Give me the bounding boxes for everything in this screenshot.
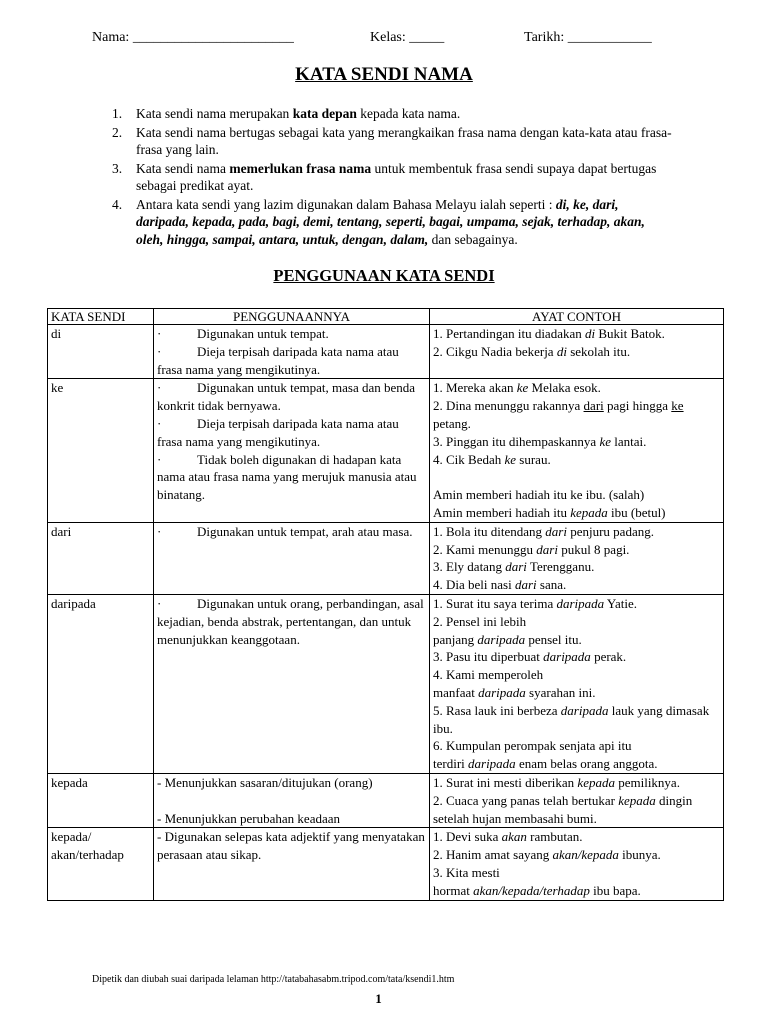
usage-item [157,523,426,541]
example-sentence [433,504,720,522]
table-row [48,522,724,594]
example-text: petang. [433,415,471,431]
example-sentence [433,846,720,864]
intro-item-text: untuk membentuk frasa sendi supaya dapat bertugas sebagai predikat ayat. [136,160,657,193]
example-sentence [433,451,720,469]
usage-text: Digunakan untuk tempat. [197,326,329,341]
example-sentence [433,774,720,792]
example-text: kepada [570,504,608,520]
usage-item [157,451,426,504]
example-sentence [433,828,720,846]
date-field-label: Tarikh: ____________ [524,30,652,45]
example-text: ke [516,380,529,396]
student-info-header [92,30,732,48]
example-text: ke [599,433,611,449]
example-text: 4. Kami memperoleh [433,667,544,683]
bullet-icon: · [157,451,162,467]
example-text: manfaat [433,684,479,700]
example-text: dari [545,523,567,539]
example-text: 4. Cik Bedah [433,451,505,467]
example-text: di [585,326,596,341]
example-text: dari [536,541,558,557]
example-text: syarahan ini. [525,684,596,700]
example-text: perak. [590,649,627,665]
example-text: daripada [477,631,526,647]
usage-item [157,415,426,451]
kata-sendi-cell: di [48,325,154,379]
kata-sendi-table [47,308,724,901]
example-text: pemiliknya. [614,774,680,790]
kata-sendi-cell: daripada [48,594,154,773]
example-text: 1. Pertandingan itu diadakan [433,326,585,341]
column-header-ayat-contoh: AYAT CONTOH [430,309,724,325]
example-text: Yatie. [604,595,638,611]
example-text: ibunya. [618,847,661,863]
examples-cell [430,773,724,827]
table-row [48,773,724,827]
example-text: 4. Dia beli nasi [433,577,515,593]
example-text: Amin memberi hadiah itu [433,504,571,520]
example-text: panjang [433,631,478,647]
usage-text: Digunakan untuk orang, perbandingan, asal kejadian, benda abstrak, pertentangan, dan untuk menunjukkan keanggotaan. [157,595,424,647]
intro-list [112,105,672,249]
intro-item-number: 4. [112,196,123,212]
example-sentence [433,882,720,900]
example-sentence [433,755,720,773]
table-row [48,828,724,900]
example-text: akan/kepada/terhadap [473,882,590,898]
example-text: akan/kepada [552,847,619,863]
example-sentence [433,613,720,631]
example-text: 1. Surat itu saya terima [433,595,557,611]
example-sentence [433,631,720,649]
example-text: penjuru padang. [566,523,654,539]
examples-cell [430,325,724,379]
example-text: 2. Dina menunggu rakannya [433,398,584,414]
intro-item-text: Kata sendi nama [136,160,230,176]
intro-item-number: 2. [112,124,123,140]
example-text: lauk yang dimasak ibu. [433,702,710,736]
usage-item [157,792,426,810]
kata-sendi-cell: kepada [48,773,154,827]
name-field-label: Nama: _______________________ [92,30,294,45]
intro-item-text: Kata sendi nama bertugas sebagai kata yang merangkaikan frasa nama dengan kata-kata atau frasa-frasa yang lain. [136,124,672,157]
example-text: Melaka esok. [528,380,601,396]
example-text: ibu bapa. [589,882,641,898]
example-sentence [433,864,720,882]
example-text: Terengganu. [526,559,595,575]
examples-cell [430,594,724,773]
bullet-icon: · [157,343,162,359]
usage-item [157,343,426,379]
example-text: daripada [560,702,609,718]
example-sentence [433,595,720,613]
usage-text: Digunakan untuk tempat, masa dan benda konkrit tidak bernyawa. [157,380,416,414]
example-sentence [433,433,720,451]
example-sentence [433,702,720,738]
example-text: ke [671,398,684,414]
example-text: enam belas orang anggota. [515,756,658,772]
intro-item-text: memerlukan frasa nama [229,160,372,176]
example-sentence [433,666,720,684]
example-text: sana. [536,577,567,593]
example-text: terdiri [433,756,469,772]
example-text: daripada [478,684,526,700]
intro-item-text: kepada kata nama. [356,106,461,121]
page-number: 1 [375,991,382,1006]
usage-cell [154,522,430,594]
usage-item [157,774,426,792]
example-text: pagi hingga [603,398,672,414]
example-sentence [433,523,720,541]
column-header-penggunaan: PENGGUNAANNYA [154,309,430,325]
example-text: ibu (betul) [607,504,666,520]
example-text: ke [504,451,517,467]
example-sentence [433,325,720,343]
intro-item-number: 3. [112,160,123,176]
example-text: sekolah itu. [566,343,631,359]
table-row [48,594,724,773]
examples-cell [430,379,724,522]
usage-item [157,828,426,864]
example-text: 5. Rasa lauk ini berbeza [433,702,561,718]
example-sentence [433,558,720,576]
example-sentence [433,397,720,433]
example-text: daripada [468,756,516,772]
usage-cell [154,379,430,522]
example-text: pensel itu. [525,631,582,647]
example-text: Bukit Batok. [595,326,665,341]
example-sentence [433,541,720,559]
example-text: rambutan. [526,829,583,845]
example-text: hormat [433,882,474,898]
source-footnote: Dipetik dan diubah suai daripada lelaman http://tatabahasabm.tripod.com/tata/ksendi1.htm [92,974,455,985]
usage-text: Tidak boleh digunakan di hadapan kata nama atau frasa nama yang merujuk manusia atau binatang. [157,451,417,503]
example-text: dari [514,577,537,593]
example-sentence [433,486,720,504]
intro-item-text: kata depan [292,106,357,121]
examples-cell [430,828,724,900]
example-sentence [433,576,720,594]
intro-item-text: Kata sendi nama merupakan [136,106,293,121]
example-text: 2. Kami menunggu [433,541,537,557]
usage-text: - Menunjukkan sasaran/ditujukan (orang) [157,774,373,790]
page-title: KATA SENDI NAMA [295,64,473,85]
intro-item-text: di, ke, dari, daripada, kepada, pada, bagi, demi, tentang, seperti, bagai, umpama, sejak, terhadap, akan, oleh, hingga, sampai, antara, untuk, dengan, dalam, [136,196,645,247]
example-text: 1. Bola itu ditendang [433,523,546,539]
kata-sendi-cell: dari [48,522,154,594]
example-text: Amin memberi hadiah itu ke ibu. (salah) [433,487,645,503]
example-text: dari [505,559,527,575]
example-text [433,469,436,484]
intro-item-text: dan sebagainya. [428,231,518,247]
usage-item [157,595,426,648]
usage-item [157,325,426,343]
example-text: 3. Ely datang [433,559,506,575]
intro-item [112,160,672,195]
bullet-icon: · [157,326,162,341]
column-header-kata-sendi: KATA SENDI [48,309,154,325]
example-text: 2. Hanim amat sayang [433,847,553,863]
usage-text: Digunakan untuk tempat, arah atau masa. [197,523,413,539]
example-text: kepada [618,792,656,808]
usage-cell [154,325,430,379]
example-text: dari [583,398,604,414]
example-text: kepada [577,774,615,790]
usage-cell [154,773,430,827]
example-text: 3. Pasu itu diperbuat [433,649,544,665]
usage-cell [154,594,430,773]
example-text: 3. Kita mesti [433,864,500,880]
example-sentence [433,792,720,828]
example-sentence [433,468,720,486]
example-text: 1. Mereka akan [433,380,517,396]
example-text: 1. Surat ini mesti diberikan [433,774,578,790]
intro-item [112,124,672,159]
example-text: 1. Devi suka [433,829,502,845]
example-sentence [433,737,720,755]
usage-cell [154,828,430,900]
usage-text: Dieja terpisah daripada kata nama atau frasa nama yang mengikutinya. [157,415,399,449]
example-sentence [433,684,720,702]
example-text: lantai. [611,433,647,449]
example-text: pukul 8 pagi. [557,541,630,557]
table-row [48,325,724,379]
usage-text [157,793,160,808]
example-sentence [433,648,720,666]
usage-item [157,810,426,828]
class-field-label: Kelas: _____ [370,30,445,45]
example-text: daripada [543,649,591,665]
example-text: di [556,343,567,359]
intro-item [112,105,672,123]
example-text: akan [501,829,527,845]
usage-item [157,379,426,415]
usage-text: - Menunjukkan perubahan keadaan [157,810,341,826]
intro-item [112,196,672,249]
table-header-row [48,309,724,325]
kata-sendi-cell: kepada/ akan/terhadap [48,828,154,900]
bullet-icon: · [157,523,162,539]
kata-sendi-cell: ke [48,379,154,522]
intro-item-text: Antara kata sendi yang lazim digunakan dalam Bahasa Melayu ialah seperti : [136,196,556,212]
intro-item-number: 1. [112,106,123,121]
example-sentence [433,379,720,397]
usage-text: - Digunakan selepas kata adjektif yang menyatakan perasaan atau sikap. [157,829,425,863]
bullet-icon: · [157,380,162,396]
example-text: 6. Kumpulan perompak senjata api itu [433,738,632,754]
example-text: 3. Pinggan itu dihempaskannya [433,433,600,449]
example-text: 2. Pensel ini lebih [433,613,527,629]
example-text: dingin setelah hujan membasahi bumi. [433,792,693,826]
bullet-icon: · [157,595,162,611]
example-text: 2. Cikgu Nadia bekerja [433,343,557,359]
usage-text: Dieja terpisah daripada kata nama atau frasa nama yang mengikutinya. [157,343,399,377]
example-text: 2. Cuaca yang panas telah bertukar [433,792,619,808]
example-text: daripada [556,595,605,611]
examples-cell [430,522,724,594]
section-subtitle: PENGGUNAAN KATA SENDI [273,266,495,285]
example-text: surau. [516,451,551,467]
bullet-icon: · [157,415,162,431]
example-sentence [433,343,720,361]
table-row [48,379,724,522]
